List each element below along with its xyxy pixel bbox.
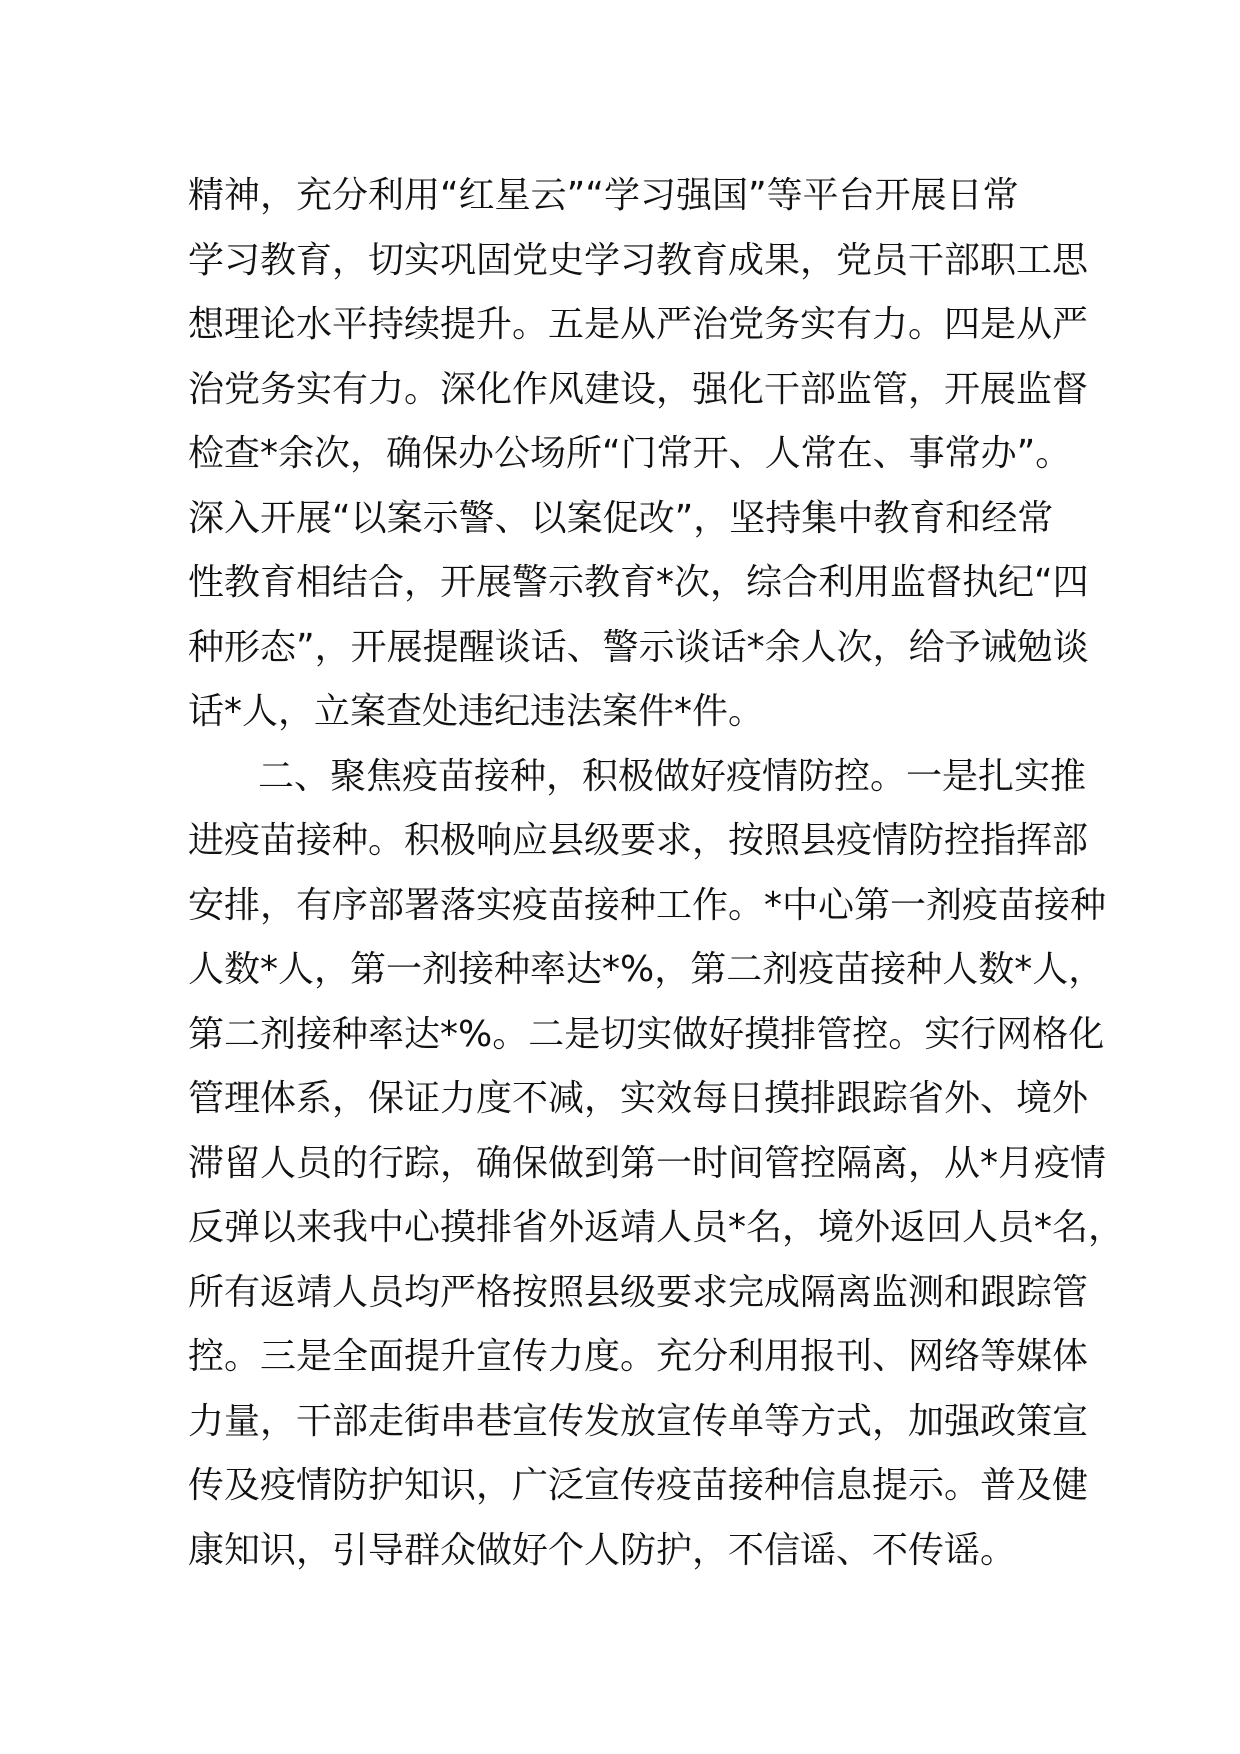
text-line: 滞留人员的行踪，确保做到第一时间管控隔离，从*月疫情 [188, 1142, 1107, 1184]
text-line: 治党务实有力。深化作风建设，强化干部监管，开展监督 [188, 368, 1089, 410]
text-line: 进疫苗接种。积极响应县级要求，按照县疫情防控指挥部 [188, 820, 1089, 861]
text-line: 精神，充分利用“红星云”“学习强国”等平台开展日常 [188, 175, 1019, 216]
text-line: 安排，有序部署落实疫苗接种工作。*中心第一剂疫苗接种 [188, 884, 1107, 926]
text-line: 康知识，引导群众做好个人防护，不信谣、不传谣。 [188, 1529, 1017, 1571]
body-text [188, 164, 1125, 1583]
text-line: 所有返靖人员均严格按照县级要求完成隔离监测和跟踪管 [188, 1271, 1089, 1313]
text-line: 人数*人，第一剂接种率达*%，第二剂疫苗接种人数*人， [188, 949, 1105, 990]
text-line: 性教育相结合，开展警示教育*次，综合利用监督执纪“四 [188, 562, 1089, 603]
text-line: 控。三是全面提升宣传力度。充分利用报刊、网络等媒体 [188, 1336, 1089, 1377]
text-line: 深入开展“以案示警、以案促改”，坚持集中教育和经常 [188, 497, 1054, 539]
text-line: 检查*余次，确保办公场所“门常开、人常在、事常办”。 [188, 433, 1072, 474]
text-line: 传及疫情防护知识，广泛宣传疫苗接种信息提示。普及健 [188, 1465, 1089, 1506]
text-line: 第二剂接种率达*%。二是切实做好摸排管控。实行网格化 [188, 1013, 1105, 1055]
text-line: 管理体系，保证力度不减，实效每日摸排跟踪省外、境外 [188, 1078, 1089, 1119]
text-line: 力量，干部走街串巷宣传发放宣传单等方式，加强政策宣 [188, 1400, 1089, 1442]
text-line: 学习教育，切实巩固党史学习教育成果，党员干部职工思 [188, 239, 1089, 281]
text-line: 反弹以来我中心摸排省外返靖人员*名，境外返回人员*名， [188, 1207, 1125, 1248]
section-heading-line: 二、聚焦疫苗接种，积极做好疫情防控。一是扎实推 [258, 755, 1087, 797]
text-line: 想理论水平持续提升。五是从严治党务实有力。四是从严 [188, 304, 1089, 345]
text-line: 种形态”，开展提醒谈话、警示谈话*余人次，给予诫勉谈 [188, 626, 1089, 668]
text-line: 话*人，立案查处违纪违法案件*件。 [188, 691, 765, 732]
